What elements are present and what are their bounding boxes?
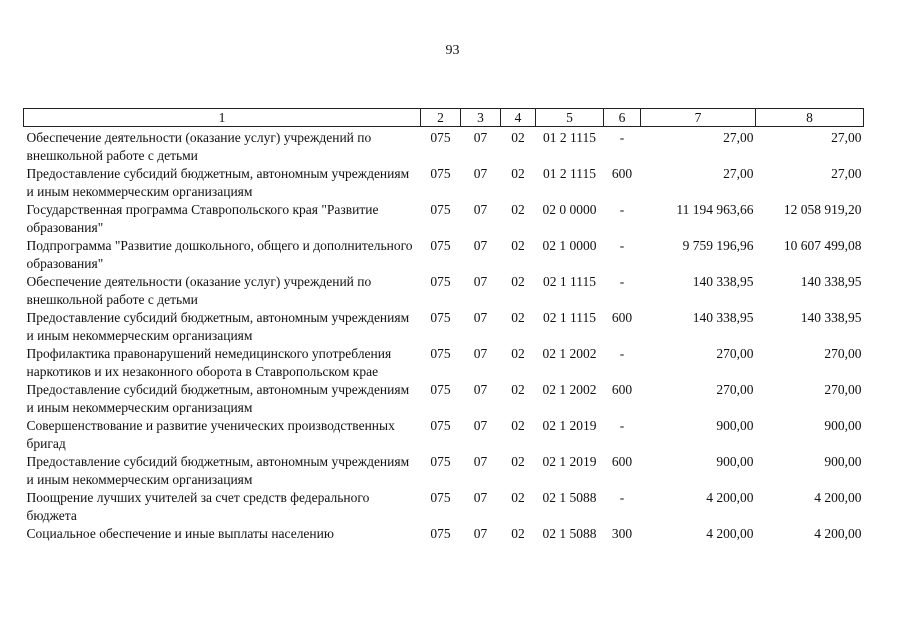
table-row [24, 453, 864, 489]
row-target-code: 02 0 0000 [542, 202, 597, 217]
row-expense-type: 600 [611, 382, 633, 397]
row-section-code: 07 [473, 526, 488, 541]
row-ved-code: 075 [430, 490, 451, 505]
row-section-code: 07 [473, 454, 488, 469]
row-target-code: 01 2 1115 [543, 166, 596, 181]
row-name: Профилактика правонарушений немедицинского употребления наркотиков и их незаконного оборота в Ставропольском крае [26, 346, 392, 379]
column-header: 2 [421, 109, 461, 127]
row-section-code: 07 [473, 346, 488, 361]
row-target-code: 02 1 2002 [542, 346, 597, 361]
row-amount-col8: 900,00 [824, 454, 862, 469]
row-ved-code: 075 [430, 130, 451, 145]
row-name: Государственная программа Ставропольского края "Развитие образования" [26, 202, 379, 235]
table-row [24, 345, 864, 381]
table-row [24, 127, 864, 166]
row-name: Поощрение лучших учителей за счет средств федерального бюджета [26, 490, 370, 523]
row-name: Предоставление субсидий бюджетным, автономным учреждениям и иным некоммерческим организациям [26, 382, 410, 415]
row-amount-col7: 900,00 [716, 418, 754, 433]
row-target-code: 02 1 1115 [543, 310, 596, 325]
budget-table [23, 108, 864, 543]
table-row [24, 201, 864, 237]
row-expense-type: - [619, 418, 625, 433]
row-amount-col7: 11 194 963,66 [676, 202, 754, 217]
row-name: Предоставление субсидий бюджетным, автономным учреждениям и иным некоммерческим организациям [26, 310, 410, 343]
row-amount-col7: 9 759 196,96 [682, 238, 754, 253]
row-expense-type: - [619, 274, 625, 289]
row-name: Предоставление субсидий бюджетным, автономным учреждениям и иным некоммерческим организациям [26, 454, 410, 487]
row-subsection-code: 02 [511, 490, 525, 505]
row-subsection-code: 02 [511, 526, 525, 541]
table-row [24, 273, 864, 309]
table-row [24, 165, 864, 201]
row-target-code: 01 2 1115 [543, 130, 596, 145]
row-target-code: 02 1 2019 [542, 454, 597, 469]
row-amount-col7: 270,00 [716, 346, 754, 361]
row-section-code: 07 [473, 490, 488, 505]
table-row [24, 417, 864, 453]
row-ved-code: 075 [430, 526, 451, 541]
row-ved-code: 075 [430, 346, 451, 361]
row-expense-type: 600 [611, 454, 633, 469]
row-ved-code: 075 [430, 310, 451, 325]
row-expense-type: - [619, 202, 625, 217]
row-section-code: 07 [473, 310, 488, 325]
row-amount-col8: 900,00 [824, 418, 862, 433]
table-row [24, 237, 864, 273]
column-header: 8 [756, 109, 864, 127]
row-ved-code: 075 [430, 166, 451, 181]
row-amount-col8: 27,00 [831, 166, 862, 181]
row-target-code: 02 1 2019 [542, 418, 597, 433]
row-ved-code: 075 [430, 382, 451, 397]
row-subsection-code: 02 [511, 454, 525, 469]
row-subsection-code: 02 [511, 310, 525, 325]
row-amount-col8: 4 200,00 [814, 526, 862, 541]
table-row [24, 381, 864, 417]
row-ved-code: 075 [430, 238, 451, 253]
table-header-row [24, 109, 864, 127]
column-header: 1 [24, 109, 421, 127]
row-expense-type: - [619, 346, 625, 361]
row-expense-type: - [619, 238, 625, 253]
row-target-code: 02 1 2002 [542, 382, 597, 397]
row-section-code: 07 [473, 382, 488, 397]
row-name: Подпрограмма "Развитие дошкольного, общего и дополнительного образования" [26, 238, 413, 271]
row-target-code: 02 1 1115 [543, 274, 596, 289]
row-amount-col7: 900,00 [716, 454, 754, 469]
row-expense-type: 300 [611, 526, 633, 541]
row-target-code: 02 1 5088 [542, 490, 597, 505]
row-name: Обеспечение деятельности (оказание услуг) учреждений по внешкольной работе с детьми [26, 274, 372, 307]
row-amount-col7: 140 338,95 [692, 310, 754, 325]
row-amount-col8: 12 058 919,20 [783, 202, 862, 217]
row-subsection-code: 02 [511, 274, 525, 289]
row-section-code: 07 [473, 238, 488, 253]
row-subsection-code: 02 [511, 238, 525, 253]
row-expense-type: - [619, 130, 625, 145]
page-number: 93 [445, 43, 460, 58]
row-amount-col7: 4 200,00 [706, 490, 754, 505]
row-section-code: 07 [473, 130, 488, 145]
table-row [24, 525, 864, 543]
row-amount-col8: 270,00 [824, 346, 862, 361]
table-row [24, 489, 864, 525]
row-section-code: 07 [473, 418, 488, 433]
row-amount-col8: 140 338,95 [800, 274, 862, 289]
row-amount-col7: 270,00 [716, 382, 754, 397]
row-subsection-code: 02 [511, 130, 525, 145]
row-amount-col7: 27,00 [723, 166, 754, 181]
row-amount-col8: 4 200,00 [814, 490, 862, 505]
row-expense-type: 600 [611, 310, 633, 325]
row-target-code: 02 1 0000 [542, 238, 597, 253]
row-amount-col8: 140 338,95 [800, 310, 862, 325]
row-ved-code: 075 [430, 418, 451, 433]
row-section-code: 07 [473, 274, 488, 289]
row-name: Обеспечение деятельности (оказание услуг) учреждений по внешкольной работе с детьми [26, 130, 372, 163]
row-section-code: 07 [473, 166, 488, 181]
row-subsection-code: 02 [511, 166, 525, 181]
row-name: Предоставление субсидий бюджетным, автономным учреждениям и иным некоммерческим организациям [26, 166, 410, 199]
row-ved-code: 075 [430, 274, 451, 289]
column-header: 7 [641, 109, 756, 127]
table-body [24, 127, 864, 544]
column-header: 4 [501, 109, 536, 127]
row-section-code: 07 [473, 202, 488, 217]
column-header: 5 [536, 109, 604, 127]
row-amount-col7: 140 338,95 [692, 274, 754, 289]
row-subsection-code: 02 [511, 202, 525, 217]
row-expense-type: 600 [611, 166, 633, 181]
column-header: 6 [604, 109, 641, 127]
row-amount-col8: 10 607 499,08 [783, 238, 862, 253]
row-name: Социальное обеспечение и иные выплаты населению [26, 526, 334, 541]
row-subsection-code: 02 [511, 382, 525, 397]
row-subsection-code: 02 [511, 418, 525, 433]
row-amount-col8: 270,00 [824, 382, 862, 397]
row-amount-col7: 27,00 [723, 130, 754, 145]
row-name: Совершенствование и развитие ученических производственных бригад [26, 418, 395, 451]
row-ved-code: 075 [430, 202, 451, 217]
row-amount-col8: 27,00 [831, 130, 862, 145]
table-row [24, 309, 864, 345]
row-subsection-code: 02 [511, 346, 525, 361]
row-ved-code: 075 [430, 454, 451, 469]
row-expense-type: - [619, 490, 625, 505]
row-amount-col7: 4 200,00 [706, 526, 754, 541]
column-header: 3 [461, 109, 501, 127]
row-target-code: 02 1 5088 [542, 526, 597, 541]
